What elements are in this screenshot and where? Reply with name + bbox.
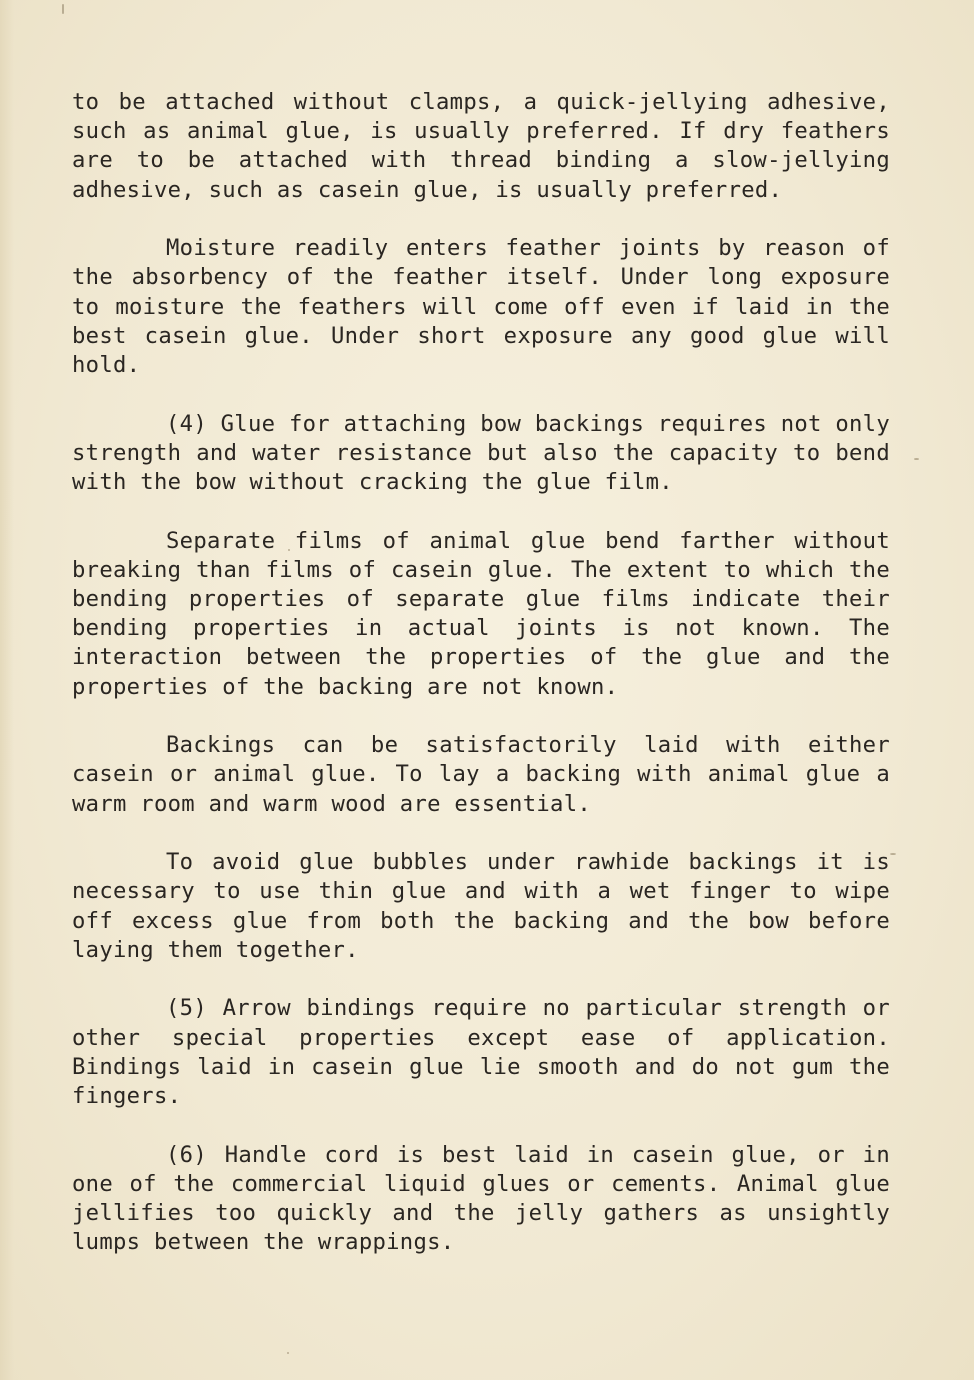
paragraph-8: (6) Handle cord is best laid in casein glue, or in one of the commercial liquid glues or cements. Animal glue jellifies too quickly and the jelly gathers as unsightly lumps between the wrappings.: [72, 1141, 890, 1256]
paragraph-1: to be attached without clamps, a quick-jellying adhesive, such as animal glue, is usually preferred. If dry feathers are to be attached with thread binding a slow-jellying adhesive, such as casein glue, is usually preferred.: [72, 89, 890, 203]
document-body: [72, 88, 890, 1287]
paragraph-2: Moisture readily enters feather joints by reason of the absorbency of the feather itself. Under long exposure to moisture the feathers will come off even if laid in the best casein glue. Under short exposure any good glue will hold.: [72, 235, 890, 379]
paper-speck: [287, 1352, 289, 1354]
paragraph-5: Backings can be satisfactorily laid with either casein or animal glue. To lay a backing with animal glue a warm room and warm wood are essential.: [72, 732, 890, 817]
paragraph-3: (4) Glue for attaching bow backings requires not only strength and water resistance but also the capacity to bend with the bow without cracking the glue film.: [72, 410, 890, 496]
paper-speck: [914, 458, 919, 460]
paper-speck: [62, 4, 64, 14]
paper-speck: [890, 853, 896, 855]
paragraph-6: To avoid glue bubbles under rawhide backings it is necessary to use thin glue and with a wet finger to wipe off excess glue from both the backing and the bow before laying them together.: [72, 849, 890, 963]
paragraph-7: (5) Arrow bindings require no particular strength or other special properties except ease of application. Bindings laid in casein glue lie smooth and do not gum the fingers.: [72, 995, 890, 1110]
paragraph-4: Separate films of animal glue bend farther without breaking than films of casein glue. The extent to which the bending properties of separate glue films indicate their bending properties in actual joints is not known. The interaction between the properties of the glue and the properties of the backing are not known.: [72, 527, 890, 700]
